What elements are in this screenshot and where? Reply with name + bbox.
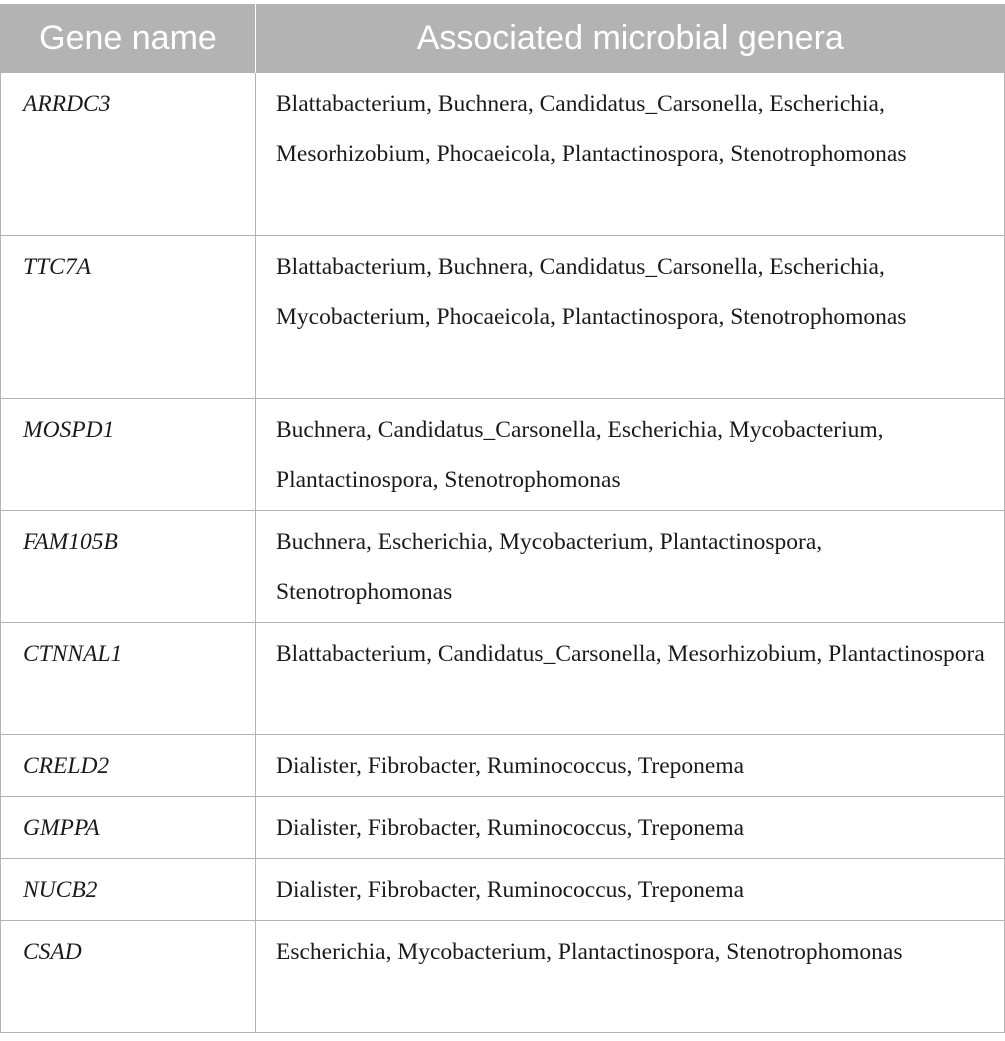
genera-cell: Buchnera, Candidatus_Carsonella, Escherichia, Mycobacterium, Plantactinospora, Stenotrophomonas [256, 399, 1005, 511]
table-row [1, 399, 1005, 511]
table-row [1, 623, 1005, 735]
gene-cell: CRELD2 [1, 735, 256, 797]
gene-cell: NUCB2 [1, 859, 256, 921]
gene-cell: MOSPD1 [1, 399, 256, 511]
gene-cell: CSAD [1, 921, 256, 1033]
table-row [1, 236, 1005, 399]
gene-cell: ARRDC3 [1, 73, 256, 236]
genera-cell: Dialister, Fibrobacter, Ruminococcus, Treponema [256, 735, 1005, 797]
gene-cell: TTC7A [1, 236, 256, 399]
gene-cell: CTNNAL1 [1, 623, 256, 735]
table-row [1, 797, 1005, 859]
genera-cell: Buchnera, Escherichia, Mycobacterium, Plantactinospora, Stenotrophomonas [256, 511, 1005, 623]
genera-cell: Blattabacterium, Buchnera, Candidatus_Carsonella, Escherichia, Mesorhizobium, Phocaeicola, Plantactinospora, Stenotrophomonas [256, 73, 1005, 236]
genera-cell: Escherichia, Mycobacterium, Plantactinospora, Stenotrophomonas [256, 921, 1005, 1033]
table-row [1, 73, 1005, 236]
gene-cell: GMPPA [1, 797, 256, 859]
table-row [1, 735, 1005, 797]
header-gene-name: Gene name [1, 4, 256, 73]
header-associated-genera: Associated microbial genera [256, 4, 1005, 73]
header-row [1, 4, 1005, 73]
gene-microbe-table [0, 4, 1005, 1033]
genera-cell: Blattabacterium, Buchnera, Candidatus_Carsonella, Escherichia, Mycobacterium, Phocaeicola, Plantactinospora, Stenotrophomonas [256, 236, 1005, 399]
table-body [1, 73, 1005, 1033]
genera-cell: Dialister, Fibrobacter, Ruminococcus, Treponema [256, 859, 1005, 921]
table-row [1, 859, 1005, 921]
gene-cell: FAM105B [1, 511, 256, 623]
table-header [1, 4, 1005, 73]
table-row [1, 921, 1005, 1033]
genera-cell: Dialister, Fibrobacter, Ruminococcus, Treponema [256, 797, 1005, 859]
table-row [1, 511, 1005, 623]
genera-cell: Blattabacterium, Candidatus_Carsonella, Mesorhizobium, Plantactinospora [256, 623, 1005, 735]
